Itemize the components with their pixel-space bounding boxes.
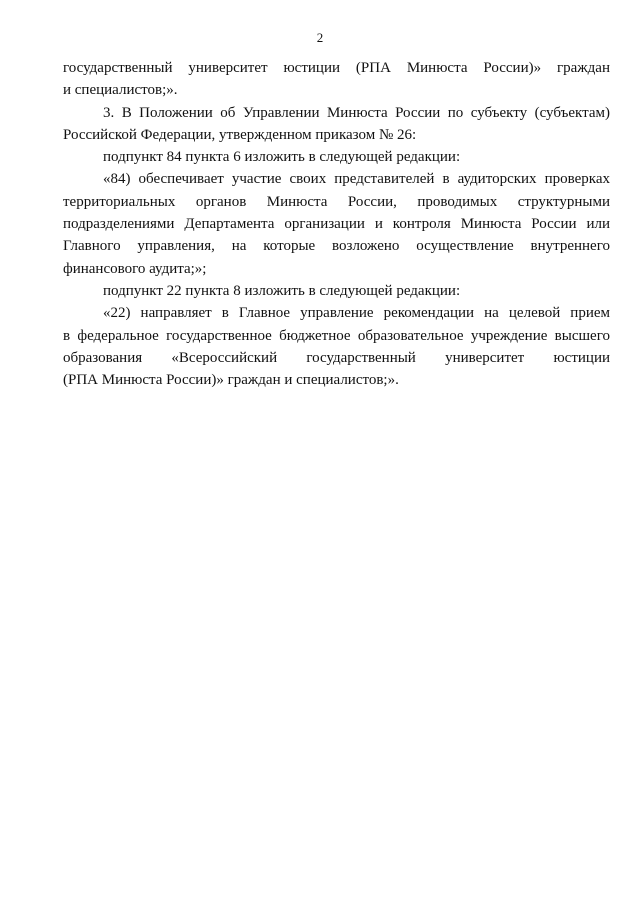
text-line: (РПА Минюста России)» граждан и специалистов;». [63,372,399,389]
paragraph-continuation [63,57,610,102]
paragraph-instruction-22 [63,280,610,302]
text-line: финансового аудита;»; [63,260,207,277]
text-line: «22) направляет в Главное управление рекомендации на целевой прием [103,305,610,322]
text-line: образования «Всероссийский государственный университет юстиции [63,349,610,366]
text-line: 3. В Положении об Управлении Минюста России по субъекту (субъектам) [103,104,610,121]
document-body [63,57,610,391]
text-line: Главного управления, на которые возложено осуществление внутреннего [63,238,610,255]
text-line: подразделениями Департамента организации и контроля Минюста России или [63,216,610,233]
paragraph-quote-22 [63,302,610,391]
text-line: в федеральное государственное бюджетное образовательное учреждение высшего [63,327,610,344]
text-line: подпункт 84 пункта 6 изложить в следующей редакции: [103,149,461,166]
text-line: территориальных органов Минюста России, проводимых структурными [63,193,610,210]
text-line: Российской Федерации, утвержденном приказом № 26: [63,126,417,143]
text-line: «84) обеспечивает участие своих представителей в аудиторских проверках [103,171,610,188]
paragraph-item-3 [63,102,610,147]
text-line: и специалистов;». [63,82,178,99]
paragraph-quote-84 [63,168,610,279]
text-line: государственный университет юстиции (РПА Минюста России)» граждан [63,60,610,76]
text-line: подпункт 22 пункта 8 изложить в следующей редакции: [103,282,461,299]
paragraph-instruction-84 [63,146,610,168]
page-number: 2 [316,30,324,45]
